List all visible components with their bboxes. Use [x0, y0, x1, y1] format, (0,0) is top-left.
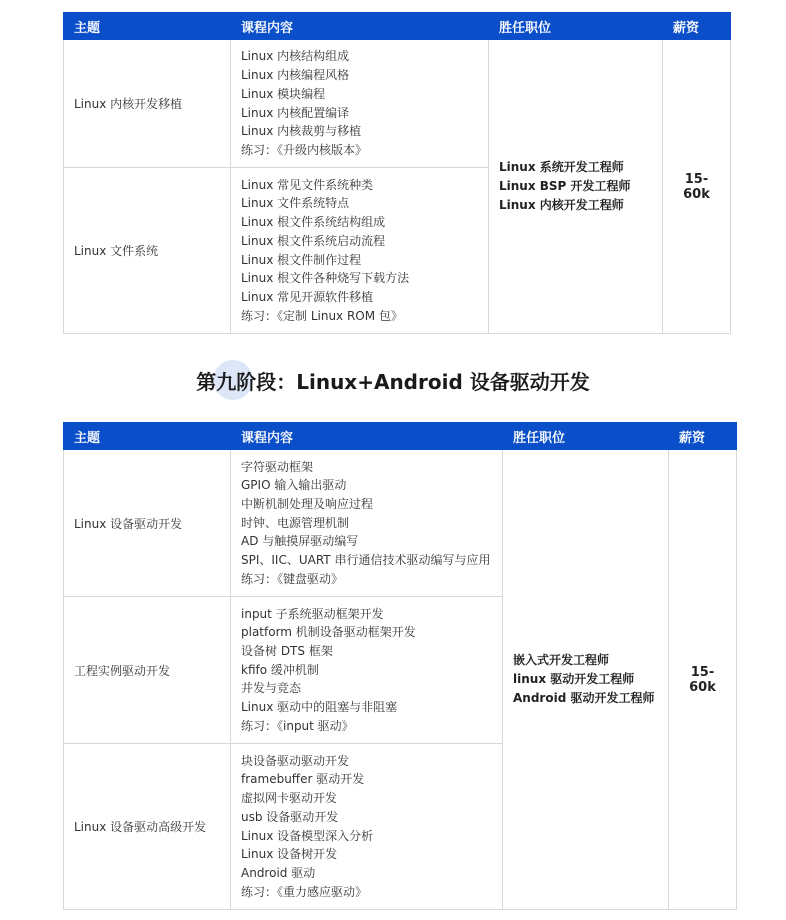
content-item: SPI、IIC、UART 串行通信技术驱动编写与应用 — [241, 553, 491, 568]
content-item: Linux 设备模型深入分析 — [241, 828, 374, 843]
content-item: 练习：《定制 Linux ROM 包》 — [241, 308, 403, 323]
content-item: 并发与竞态 — [241, 681, 302, 696]
topic-cell: 工程实例驱动开发 — [64, 597, 231, 744]
content-item: GPIO 输入输出驱动 — [241, 478, 347, 493]
table-row — [64, 450, 737, 597]
header-jobs: 胜任职位 — [489, 13, 663, 40]
topic-cell: Linux 文件系统 — [64, 168, 231, 334]
content-cell — [231, 168, 489, 334]
content-item: Linux 设备树开发 — [241, 847, 338, 862]
job-title: 嵌入式开发工程师 — [513, 653, 610, 668]
content-item: 字符驱动框架 — [241, 459, 314, 474]
job-title: linux 驱动开发工程师 — [513, 672, 635, 687]
content-item: 练习：《键盘驱动》 — [241, 571, 344, 586]
stage-title-text: 第九阶段：Linux+Android 设备驱动开发 — [196, 370, 590, 394]
salary-cell: 15-60k — [669, 450, 737, 910]
content-item: Linux 驱动中的阻塞与非阻塞 — [241, 700, 398, 715]
content-item: Linux 根文件各种烧写下载方法 — [241, 271, 410, 286]
content-item: 练习：《升级内核版本》 — [241, 142, 368, 157]
stage-title — [0, 362, 786, 402]
job-title: Linux BSP 开发工程师 — [499, 179, 631, 194]
header-salary: 薪资 — [663, 13, 731, 40]
content-cell — [231, 744, 503, 910]
content-item: Linux 内核结构组成 — [241, 49, 350, 64]
content-item: AD 与触摸屏驱动编写 — [241, 534, 359, 549]
header-content: 课程内容 — [231, 423, 503, 450]
content-item: 中断机制处理及响应过程 — [241, 496, 374, 511]
content-item: 时钟、电源管理机制 — [241, 515, 350, 530]
content-item: Linux 根文件系统结构组成 — [241, 215, 386, 230]
topic-cell: Linux 内核开发移植 — [64, 40, 231, 168]
content-item: platform 机制设备驱动框架开发 — [241, 625, 416, 640]
course-table-stage9 — [63, 422, 737, 910]
job-title: Linux 内核开发工程师 — [499, 197, 624, 212]
topic-cell: Linux 设备驱动开发 — [64, 450, 231, 597]
content-item: 练习：《重力感应驱动》 — [241, 884, 368, 899]
jobs-cell — [489, 40, 663, 334]
course-table-stage8 — [63, 12, 731, 334]
content-item: Linux 根文件制作过程 — [241, 252, 362, 267]
content-item: Android 驱动 — [241, 865, 316, 880]
header-jobs: 胜任职位 — [503, 423, 669, 450]
content-item: input 子系统驱动框架开发 — [241, 606, 384, 621]
topic-cell: Linux 设备驱动高级开发 — [64, 744, 231, 910]
job-title: Linux 系统开发工程师 — [499, 160, 624, 175]
header-topic: 主题 — [64, 423, 231, 450]
content-cell — [231, 450, 503, 597]
table-row — [64, 40, 731, 168]
content-cell — [231, 40, 489, 168]
content-item: Linux 内核编程风格 — [241, 68, 350, 83]
content-item: kfifo 缓冲机制 — [241, 662, 319, 677]
content-item: Linux 常见开源软件移植 — [241, 289, 374, 304]
content-item: usb 设备驱动开发 — [241, 809, 339, 824]
salary-cell: 15-60k — [663, 40, 731, 334]
content-item: Linux 模块编程 — [241, 86, 326, 101]
content-item: Linux 根文件系统启动流程 — [241, 233, 386, 248]
table-header-row — [64, 423, 737, 450]
content-item: framebuffer 驱动开发 — [241, 772, 365, 787]
content-item: 块设备驱动驱动开发 — [241, 753, 350, 768]
header-topic: 主题 — [64, 13, 231, 40]
header-salary: 薪资 — [669, 423, 737, 450]
job-title: Android 驱动开发工程师 — [513, 690, 655, 705]
content-item: 设备树 DTS 框架 — [241, 643, 333, 658]
content-item: 虚拟网卡驱动开发 — [241, 791, 338, 806]
content-cell — [231, 597, 503, 744]
content-item: Linux 内核裁剪与移植 — [241, 124, 362, 139]
content-item: Linux 文件系统特点 — [241, 196, 350, 211]
content-item: Linux 内核配置编译 — [241, 105, 350, 120]
content-item: 练习：《input 驱动》 — [241, 718, 354, 733]
jobs-cell — [503, 450, 669, 910]
table-header-row — [64, 13, 731, 40]
header-content: 课程内容 — [231, 13, 489, 40]
content-item: Linux 常见文件系统种类 — [241, 177, 374, 192]
